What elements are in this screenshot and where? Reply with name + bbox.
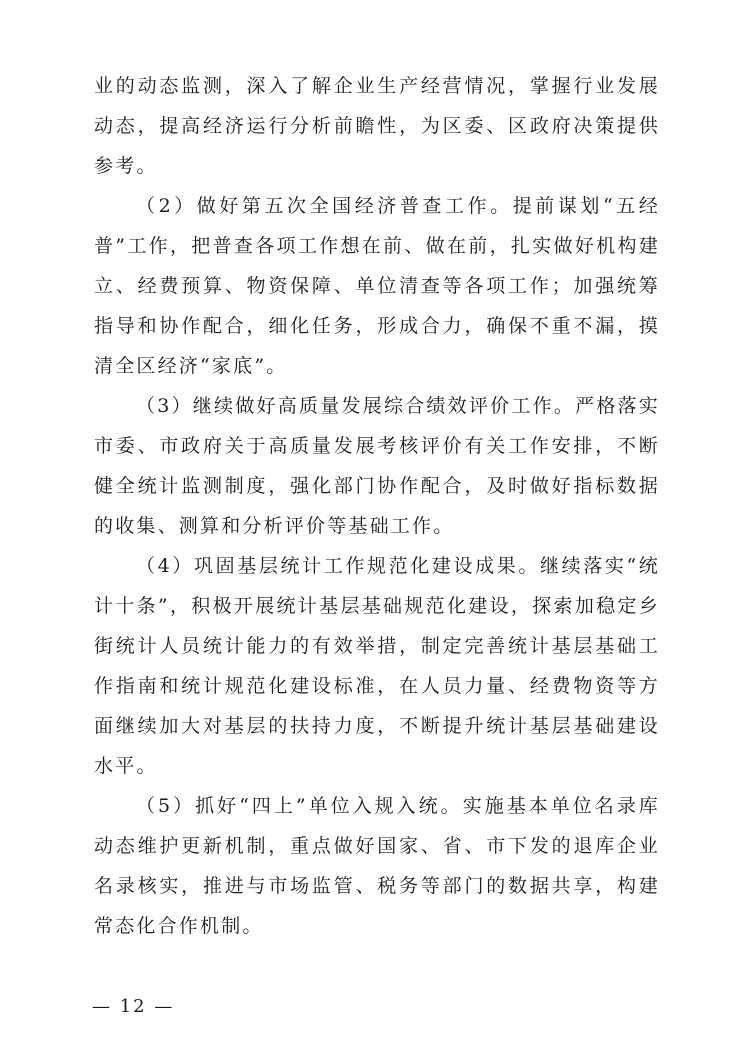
paragraph-continuation: 业的动态监测，深入了解企业生产经营情况，掌握行业发展动态，提高经济运行分析前瞻性，为区委、区政府决策提供参考。 xyxy=(94,75,660,177)
paragraph-item-3: （3）继续做好高质量发展综合绩效评价工作。严格落实市委、市政府关于高质量发展考核评价有关工作安排，不断健全统计监测制度，强化部门协作配合，及时做好指标数据的收集、测算和分析评价等基础工作。 xyxy=(94,395,660,537)
page-number: — 12 — xyxy=(92,996,175,1017)
paragraph-item-4: （4）巩固基层统计工作规范化建设成果。继续落实“统计十条”，积极开展统计基层基础规范化建设，探索加稳定乡街统计人员统计能力的有效举措，制定完善统计基层基础工作指南和统计规范化建设标准，在人员力量、经费物资等方面继续加大对基层的扶持力度，不断提升统计基层基础建设水平。 xyxy=(94,555,660,777)
document-body xyxy=(94,66,660,946)
paragraph-item-2: （2）做好第五次全国经济普查工作。提前谋划“五经普”工作，把普查各项工作想在前、做在前，扎实做好机构建立、经费预算、物资保障、单位清查等各项工作；加强统筹指导和协作配合，细化任务，形成合力，确保不重不漏，摸清全区经济“家底”。 xyxy=(94,195,660,377)
paragraph-item-5: （5）抓好“四上”单位入规入统。实施基本单位名录库动态维护更新机制，重点做好国家、省、市下发的退库企业名录核实，推进与市场监管、税务等部门的数据共享，构建常态化合作机制。 xyxy=(94,795,660,937)
